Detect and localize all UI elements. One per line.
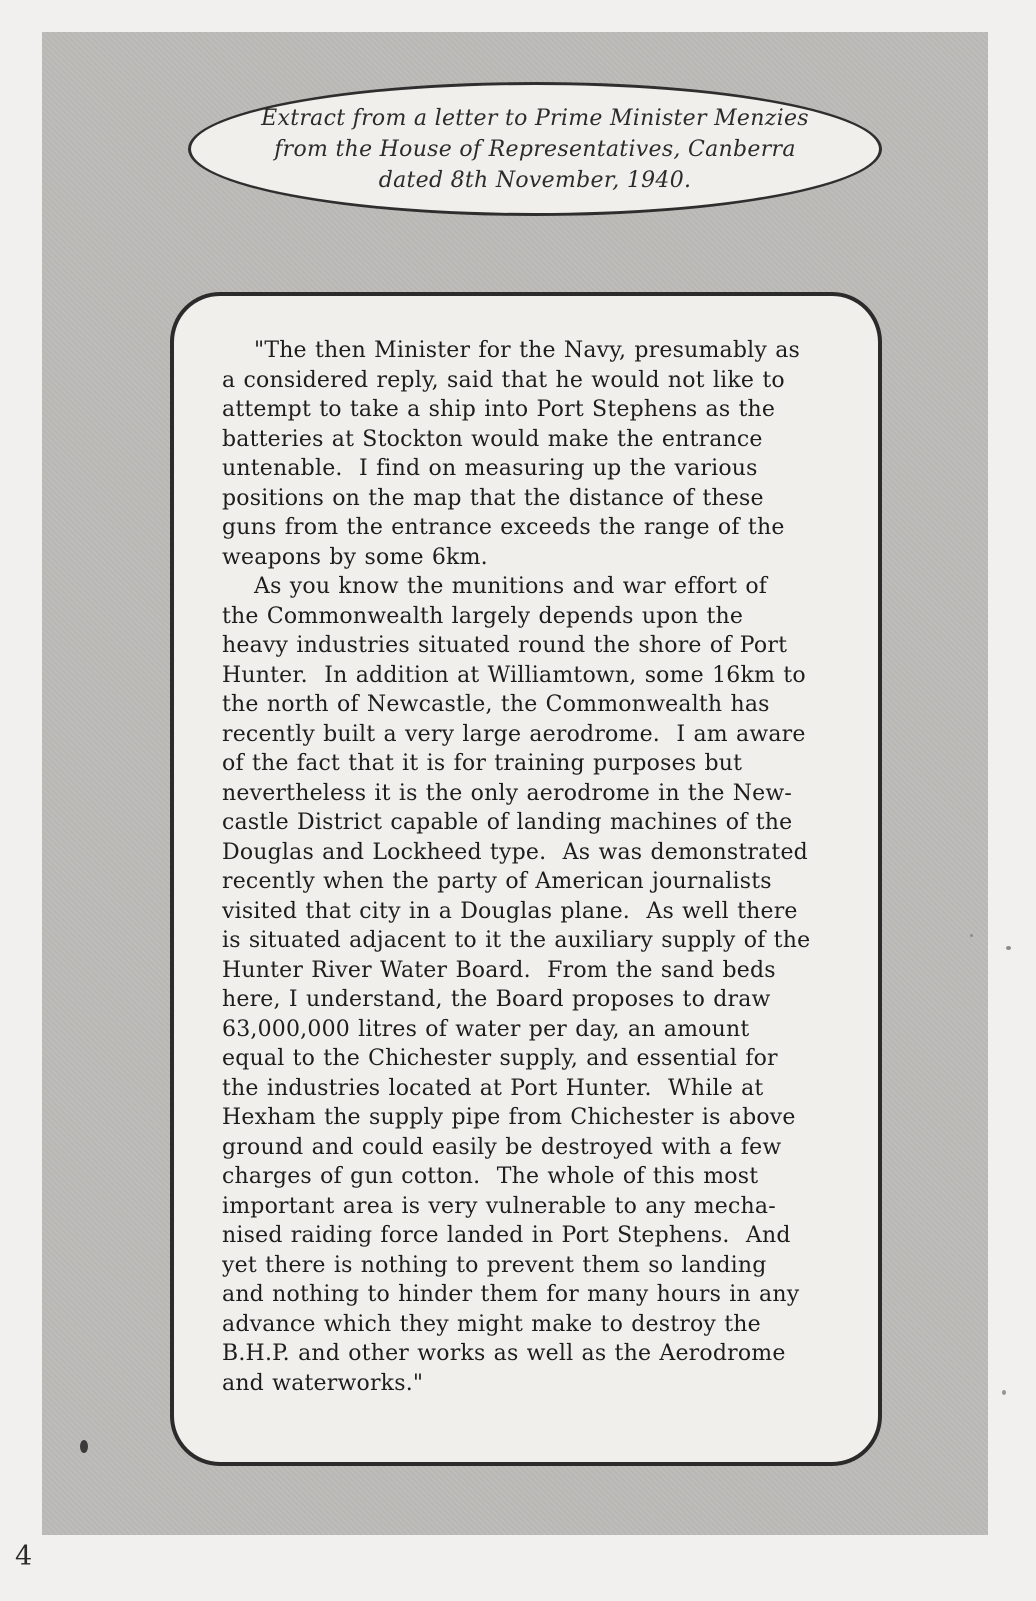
- letter-line: equal to the Chichester supply, and essential for: [222, 1046, 778, 1071]
- letter-line: the Commonwealth largely depends upon the: [222, 603, 744, 629]
- letter-line: Hexham the supply pipe from Chichester is above: [222, 1105, 796, 1130]
- letter-line: nised raiding force landed in Port Stephens. And: [222, 1223, 791, 1248]
- letter-line: recently built a very large aerodrome. I am aware: [222, 721, 806, 747]
- letter-line: here, I understand, the Board proposes to draw: [222, 987, 771, 1012]
- header-oval-line: dated 8th November, 1940.: [378, 167, 692, 193]
- page-number: 4: [15, 1541, 33, 1572]
- letter-line: positions on the map that the distance of these: [222, 485, 764, 511]
- letter-line: visited that city in a Douglas plane. As well there: [222, 898, 798, 924]
- letter-line: nevertheless it is the only aerodrome in the New-: [222, 780, 793, 806]
- letter-line: important area is very vulnerable to any mecha-: [222, 1193, 776, 1219]
- letter-line: heavy industries situated round the shore of Port: [222, 633, 788, 658]
- letter-line: a considered reply, said that he would not like to: [222, 367, 785, 393]
- letter-line: charges of gun cotton. The whole of this most: [222, 1164, 759, 1189]
- header-oval: [188, 82, 882, 216]
- letter-line: advance which they might make to destroy the: [222, 1311, 761, 1337]
- letter-line: attempt to take a ship into Port Stephens as the: [222, 397, 776, 422]
- scan-artifact: [80, 1440, 88, 1453]
- letter-line: batteries at Stockton would make the entrance: [222, 426, 763, 452]
- letter-line: castle District capable of landing machines of the: [222, 810, 793, 835]
- scan-artifact: [970, 934, 973, 937]
- letter-line: the north of Newcastle, the Commonwealth has: [222, 692, 770, 717]
- letter-line: untenable. I find on measuring up the various: [222, 456, 758, 481]
- letter-line: 63,000,000 litres of water per day, an amount: [222, 1016, 750, 1042]
- letter-line: and waterworks.": [222, 1370, 424, 1396]
- letter-line: Hunter. In addition at Williamtown, some 16km to: [222, 662, 806, 688]
- letter-line: guns from the entrance exceeds the range of the: [222, 515, 785, 540]
- letter-line: Douglas and Lockheed type. As was demonstrated: [222, 839, 808, 865]
- letter-line: Hunter River Water Board. From the sand beds: [222, 957, 776, 983]
- letter-line: yet there is nothing to prevent them so landing: [222, 1252, 767, 1278]
- letter-text: [222, 336, 864, 1398]
- scan-artifact: [1002, 1390, 1006, 1395]
- letter-box: [170, 292, 882, 1466]
- letter-line: is situated adjacent to it the auxiliary supply of the: [222, 928, 811, 953]
- scan-artifact: [1006, 946, 1011, 950]
- header-oval-line: Extract from a letter to Prime Minister Menzies: [261, 105, 809, 131]
- header-oval-line: from the House of Representatives, Canberra: [274, 136, 796, 162]
- letter-line: B.H.P. and other works as well as the Aerodrome: [222, 1341, 786, 1366]
- letter-line: the industries located at Port Hunter. While at: [222, 1075, 764, 1101]
- letter-line: "The then Minister for the Navy, presumably as: [254, 338, 801, 363]
- letter-line: and nothing to hinder them for many hours in any: [222, 1282, 800, 1307]
- letter-line: of the fact that it is for training purposes but: [222, 751, 743, 776]
- gray-panel: [42, 32, 988, 1535]
- letter-line: ground and could easily be destroyed with a few: [222, 1134, 782, 1160]
- letter-line: As you know the munitions and war effort of: [254, 574, 768, 599]
- letter-line: weapons by some 6km.: [222, 544, 488, 570]
- letter-line: recently when the party of American journalists: [222, 869, 772, 894]
